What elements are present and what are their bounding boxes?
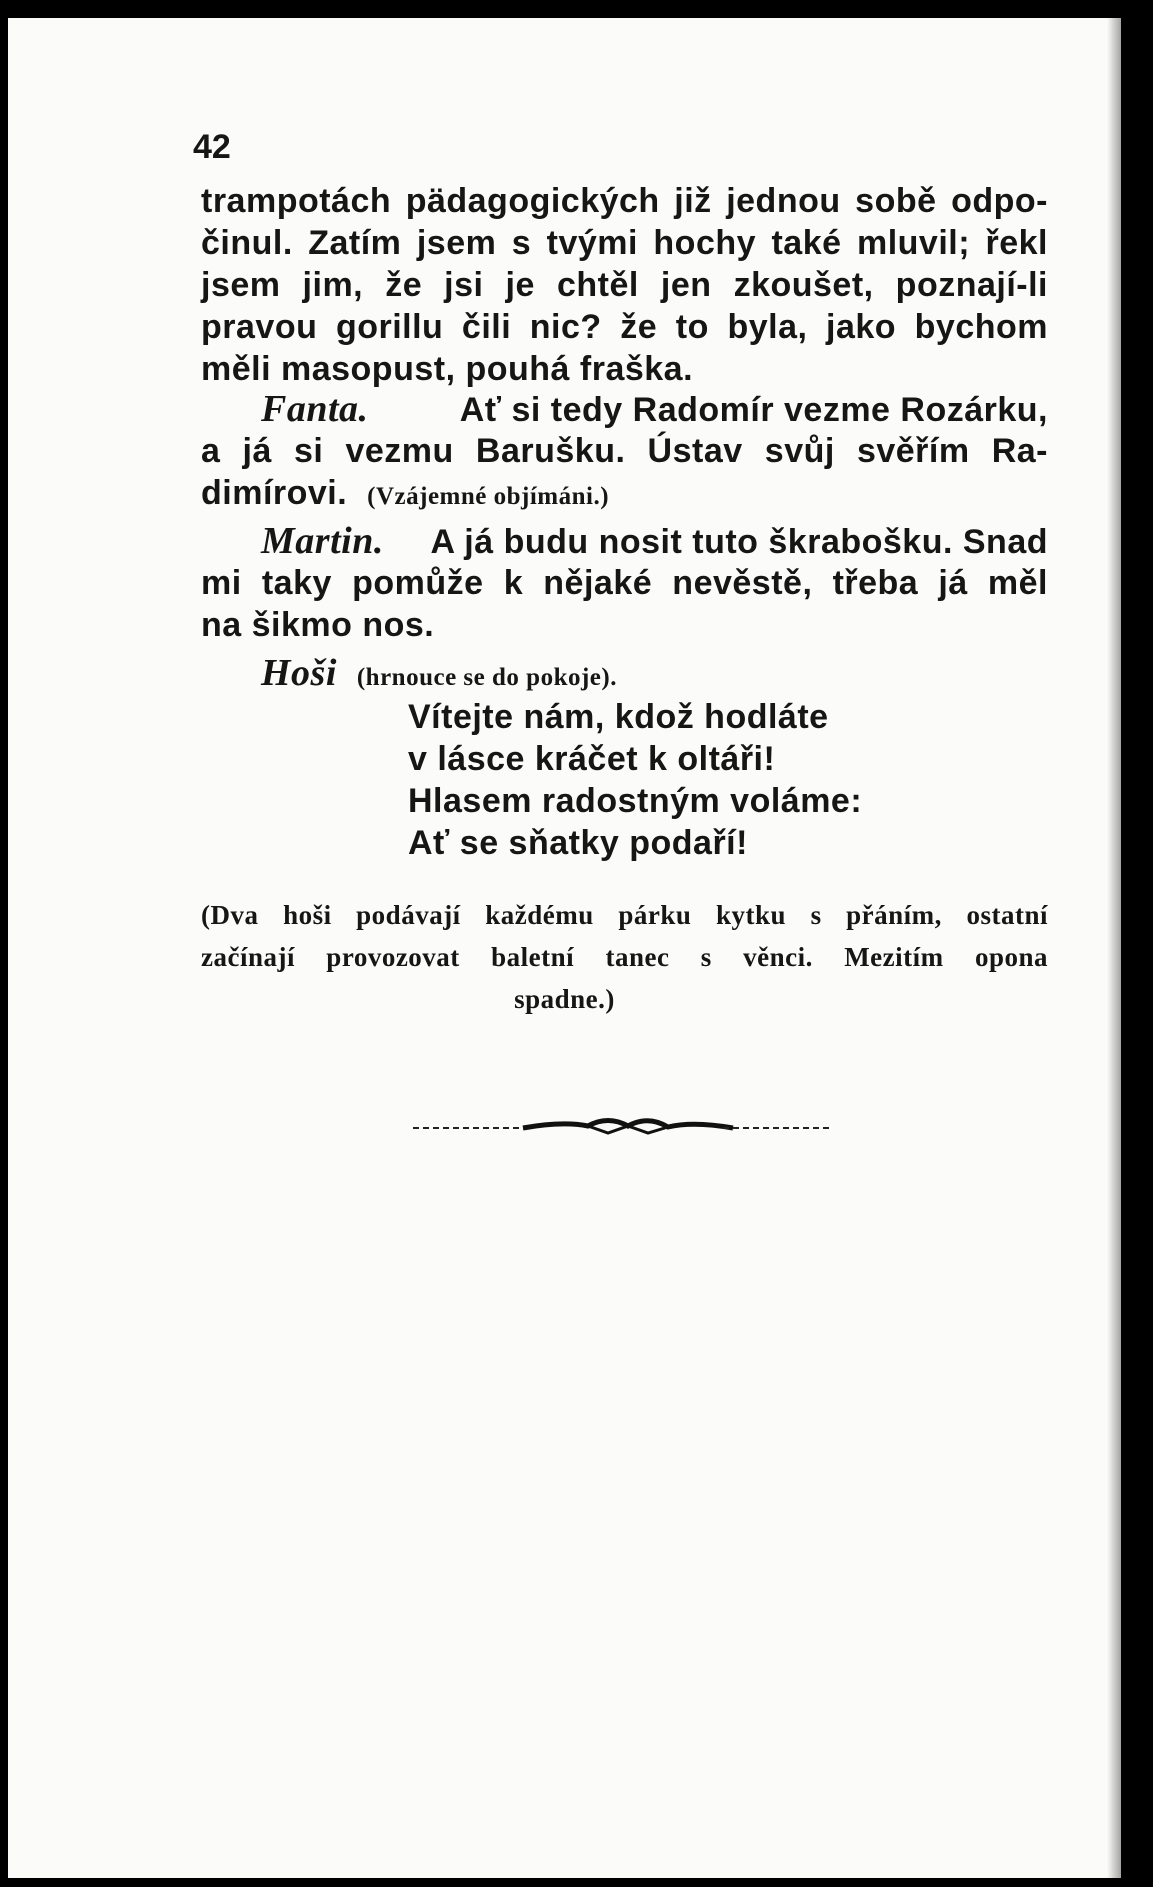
fanta-line-3-text: dimírovi.: [201, 474, 348, 512]
martin-line-3: na šikmo nos.: [201, 606, 435, 644]
fanta-line-2: a já si vezmu Barušku. Ústav svůj svěřím Ra-: [201, 432, 1048, 470]
speaker-hosi: Hoši: [261, 652, 337, 694]
hosi-line: [261, 653, 617, 698]
martin-line-1-text: A já budu nosit tuto škrabošku. Snad: [430, 523, 1048, 561]
speaker-martin: Martin.: [261, 520, 384, 562]
stage-final-line-3: spadne.): [514, 984, 615, 1014]
martin-line-2: mi taky pomůže k nějaké nevěstě, třeba já měl: [201, 564, 1048, 602]
stage-final-line-1: (Dva hoši podávají každému párku kytku s přáním, ostatní: [201, 900, 1048, 930]
body-line-3: jsem jim, že jsi je chtěl jen zkoušet, poznají-li: [201, 266, 1048, 304]
body-line-4: pravou gorillu čili nic? že to byla, jako bychom: [201, 308, 1048, 346]
verse-line-2: v lásce kráčet k oltáři!: [408, 740, 776, 778]
verse-line-4: Ať se sňatky podaří!: [408, 824, 748, 862]
verse-line-1: Vítejte nám, kdož hodláte: [408, 698, 829, 736]
fanta-line-1: [261, 389, 1048, 430]
martin-line-1: [261, 521, 1048, 562]
stage-final-line-2: začínají provozovat baletní tanec s věnci. Mezitím opona: [201, 942, 1048, 972]
body-line-5: měli masopust, pouhá fraška.: [201, 350, 694, 388]
body-line-1: trampotách pädagogických již jednou sobě odpo-: [201, 182, 1048, 220]
fanta-line-1-text: Ať si tedy Radomír vezme Rozárku,: [459, 391, 1048, 429]
page-number: 42: [193, 128, 231, 166]
body-line-2: činul. Zatím jsem s tvými hochy také mluvil; řekl: [201, 224, 1048, 262]
speaker-fanta: Fanta.: [261, 388, 369, 430]
ornament-divider: [413, 1113, 833, 1143]
verse-line-3: Hlasem radostným voláme:: [408, 782, 863, 820]
stage-direction-embrace: (Vzájemné objímáni.): [367, 483, 610, 510]
stage-direction-entering: (hrnouce se do pokoje).: [356, 664, 617, 691]
fanta-line-3: [201, 473, 609, 517]
book-page: [8, 18, 1121, 1878]
page-edge-shadow: [1107, 18, 1121, 1878]
